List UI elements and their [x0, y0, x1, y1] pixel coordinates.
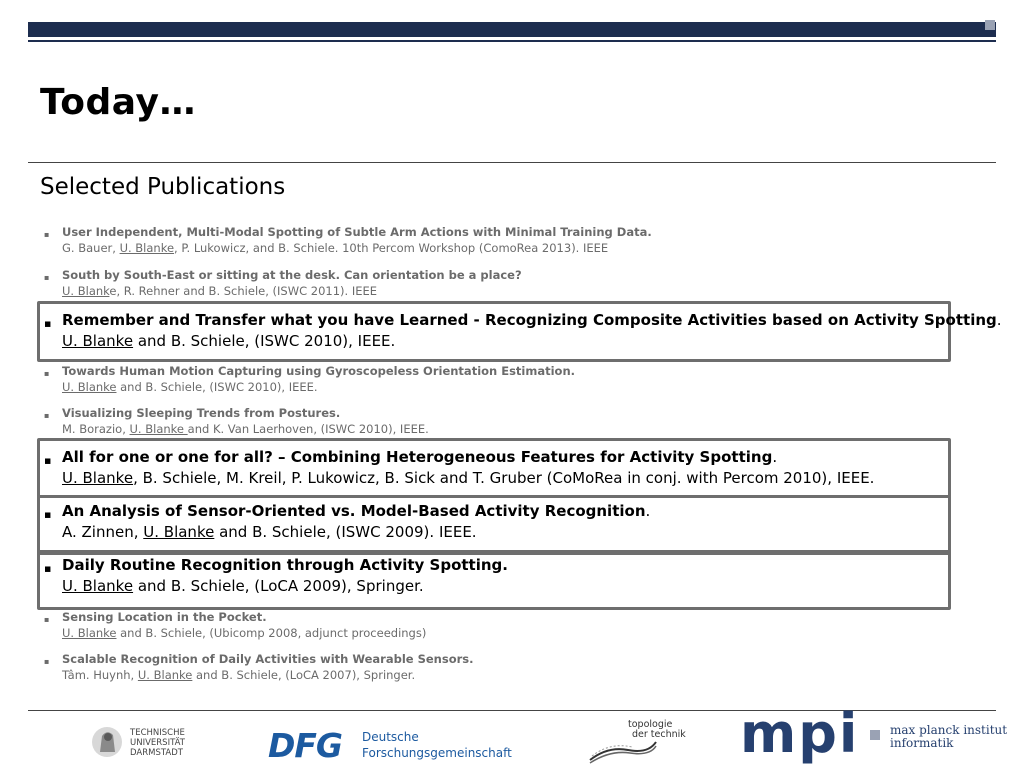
publication-authors: U. Blanke and B. Schiele, (ISWC 2010), IEEE. — [62, 332, 396, 350]
publication-title: User Independent, Multi-Modal Spotting of Subtle Arm Actions with Minimal Training Data. — [62, 225, 652, 239]
topology-wave-icon — [588, 738, 658, 764]
mpi-mark: mpi — [740, 702, 860, 765]
mpi-line-1: max planck institut — [890, 723, 1008, 737]
publication-item — [44, 651, 473, 683]
publication-item — [44, 609, 426, 641]
publication-title: Visualizing Sleeping Trends from Postures. — [62, 406, 341, 420]
bullet-icon: ▪ — [44, 508, 52, 521]
publication-item-highlighted — [44, 310, 1002, 352]
dfg-logo — [268, 728, 518, 764]
publication-authors: U. Blanke, B. Schiele, M. Kreil, P. Lukowicz, B. Sick and T. Gruber (CoMoRea in conj. with Percom 2010), IEEE. — [62, 469, 875, 487]
dfg-line-1: Deutsche — [362, 730, 419, 744]
topologie-line-1: topologie — [628, 719, 673, 730]
author-link[interactable]: U. Blanke — [129, 422, 188, 436]
bullet-icon: ▪ — [44, 317, 52, 330]
mpi-logo — [740, 702, 1010, 768]
bullet-icon: ▪ — [44, 230, 50, 239]
author-link[interactable]: U. Blanke — [62, 469, 134, 487]
author-link[interactable]: U. Blanke — [62, 332, 134, 350]
publication-title: All for one or one for all? – Combining Heterogeneous Features for Activity Spotting. — [62, 448, 778, 466]
author-link[interactable]: U. Blanke — [119, 241, 175, 255]
publication-title: Scalable Recognition of Daily Activities with Wearable Sensors. — [62, 652, 474, 666]
dfg-mark: DFG — [268, 726, 343, 765]
publication-authors: U. Blanke and B. Schiele, (ISWC 2010), IEEE. — [62, 380, 318, 394]
topologie-line-2: der technik — [632, 729, 686, 740]
author-link[interactable]: U. Blank — [62, 284, 110, 298]
author-link[interactable]: U. Blanke — [62, 577, 134, 595]
header-rule — [28, 40, 996, 42]
author-link[interactable]: U. Blanke — [137, 668, 193, 682]
tud-line-1: TECHNISCHE — [130, 728, 185, 738]
publication-authors: U. Blanke and B. Schiele, (LoCA 2009), Springer. — [62, 577, 424, 595]
publication-authors: U. Blanke and B. Schiele, (Ubicomp 2008, adjunct proceedings) — [62, 626, 427, 640]
author-link[interactable]: U. Blanke — [143, 523, 215, 541]
mpi-square — [870, 730, 880, 740]
bullet-icon: ▪ — [44, 411, 50, 420]
tud-line-2: UNIVERSITÄT — [130, 738, 185, 748]
publication-item — [44, 363, 575, 395]
slide-title: Today… — [40, 82, 196, 123]
publication-item-highlighted — [44, 501, 650, 543]
publication-authors: Tâm. Huynh, U. Blanke and B. Schiele, (LoCA 2007), Springer. — [62, 668, 416, 682]
bullet-icon: ▪ — [44, 369, 50, 378]
bullet-icon: ▪ — [44, 562, 52, 575]
publication-item-highlighted — [44, 555, 508, 597]
corner-square — [985, 20, 995, 30]
title-divider — [28, 162, 996, 163]
publication-authors: U. Blanke, R. Rehner and B. Schiele, (ISWC 2011). IEEE — [62, 284, 378, 298]
publication-item — [44, 224, 652, 256]
publication-authors: G. Bauer, U. Blanke, P. Lukowicz, and B. Schiele. 10th Percom Workshop (ComoRea 2013). IEEE — [62, 241, 609, 255]
tu-darmstadt-logo — [90, 724, 200, 764]
bullet-icon: ▪ — [44, 273, 50, 282]
publication-authors: A. Zinnen, U. Blanke and B. Schiele, (ISWC 2009). IEEE. — [62, 523, 477, 541]
publication-title: An Analysis of Sensor-Oriented vs. Model-Based Activity Recognition. — [62, 502, 651, 520]
tud-line-3: DARMSTADT — [130, 748, 183, 758]
topologie-logo — [588, 720, 698, 764]
author-link[interactable]: U. Blanke — [62, 380, 117, 394]
publication-title: Remember and Transfer what you have Learned - Recognizing Composite Activities based on Activity Spotting. — [62, 311, 1002, 329]
bullet-icon: ▪ — [44, 615, 50, 624]
athene-icon — [90, 724, 124, 760]
mpi-line-2: informatik — [890, 736, 954, 750]
publication-item — [44, 405, 429, 437]
publication-item — [44, 267, 522, 299]
publication-title: South by South-East or sitting at the desk. Can orientation be a place? — [62, 268, 522, 282]
bullet-icon: ▪ — [44, 454, 52, 467]
publication-title: Daily Routine Recognition through Activity Spotting. — [62, 556, 508, 574]
bullet-icon: ▪ — [44, 657, 50, 666]
publication-authors: M. Borazio, U. Blanke and K. Van Laerhoven, (ISWC 2010), IEEE. — [62, 422, 429, 436]
publication-item-highlighted — [44, 447, 874, 489]
author-link[interactable]: U. Blanke — [62, 626, 117, 640]
header-bar — [28, 22, 996, 37]
dfg-line-2: Forschungsgemeinschaft — [362, 746, 512, 760]
section-subtitle: Selected Publications — [40, 174, 286, 200]
publication-title: Towards Human Motion Capturing using Gyroscopeless Orientation Estimation. — [62, 364, 576, 378]
publication-title: Sensing Location in the Pocket. — [62, 610, 267, 624]
